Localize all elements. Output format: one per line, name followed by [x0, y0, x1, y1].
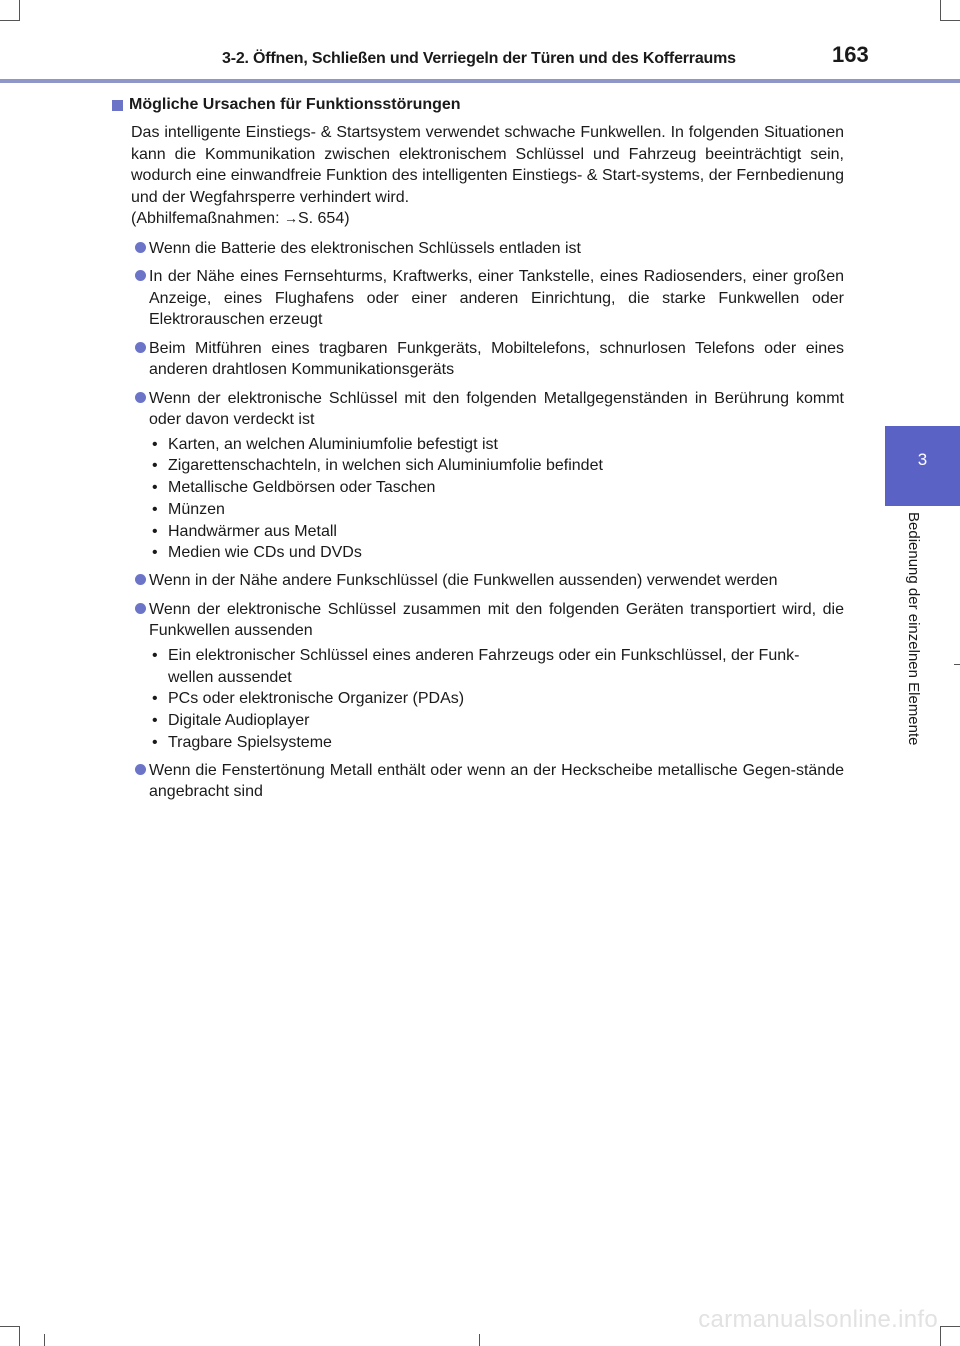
cause-item — [112, 238, 844, 260]
section-heading — [112, 94, 844, 116]
metal-objects-list — [112, 434, 844, 565]
chapter-tab — [885, 426, 960, 506]
cause-item — [112, 266, 844, 331]
crop-mark — [44, 1334, 45, 1346]
dot-bullet-icon: • — [152, 479, 158, 497]
header-rule — [0, 79, 960, 83]
list-item-text: Zigarettenschachteln, in welchen sich Aluminiumfolie befindet — [168, 457, 603, 475]
circle-bullet-icon — [135, 270, 146, 281]
list-item — [112, 732, 844, 754]
dot-bullet-icon: • — [152, 522, 158, 540]
dot-bullet-icon: • — [152, 733, 158, 751]
list-item-text: Handwärmer aus Metall — [168, 522, 337, 540]
list-item-text: Ein elektronischer Schlüssel eines anderen Fahrzeugs oder ein Funkschlüssel, der Funk-wellen aussendet — [168, 646, 800, 686]
circle-bullet-icon — [135, 764, 146, 775]
list-item — [112, 521, 844, 543]
list-item-text: Münzen — [168, 500, 225, 518]
list-item-text: Medien wie CDs und DVDs — [168, 544, 362, 562]
watermark: carmanualsonline.info — [698, 1306, 938, 1333]
cause-item — [112, 599, 844, 642]
remedy-prefix: (Abhilfemaßnahmen: — [131, 210, 284, 227]
list-item-text: Karten, an welchen Aluminiumfolie befestigt ist — [168, 435, 498, 453]
list-item — [112, 477, 844, 499]
list-item — [112, 455, 844, 477]
cause-text: Wenn in der Nähe andere Funkschlüssel (die Funkwellen aussenden) verwendet werden — [149, 572, 778, 590]
crop-mark — [940, 20, 960, 21]
crop-mark — [940, 1326, 941, 1346]
arrow-icon: → — [283, 210, 298, 226]
dot-bullet-icon: • — [152, 435, 158, 453]
chapter-label-area — [885, 506, 925, 796]
main-content — [112, 94, 844, 810]
list-item — [112, 542, 844, 564]
cause-text: Wenn die Batterie des elektronischen Schlüssels entladen ist — [149, 239, 581, 257]
square-bullet-icon — [112, 100, 123, 111]
dot-bullet-icon: • — [152, 646, 158, 664]
list-item — [112, 434, 844, 456]
list-item — [112, 710, 844, 732]
cause-item — [112, 388, 844, 431]
dot-bullet-icon: • — [152, 500, 158, 518]
cause-text: Wenn der elektronische Schlüssel mit den folgenden Metallgegenständen in Berührung kommt oder davon verdeckt ist — [149, 389, 844, 428]
list-item — [112, 645, 844, 689]
chapter-number: 3 — [917, 450, 928, 469]
list-item — [112, 688, 844, 710]
cause-item — [112, 570, 844, 592]
page-number: 163 — [832, 42, 869, 67]
circle-bullet-icon — [135, 603, 146, 614]
crop-mark — [0, 20, 20, 21]
cause-item — [112, 338, 844, 381]
circle-bullet-icon — [135, 392, 146, 403]
dot-bullet-icon: • — [152, 690, 158, 708]
crop-mark — [19, 1326, 20, 1346]
cause-text: Wenn der elektronische Schlüssel zusammen mit den folgenden Geräten transportiert wird, die Funkwellen aussenden — [149, 600, 844, 640]
list-item-text: Tragbare Spielsysteme — [168, 733, 332, 751]
dot-bullet-icon: • — [152, 544, 158, 562]
list-item-text: PCs oder elektronische Organizer (PDAs) — [168, 690, 465, 708]
chapter-label: Bedienung der einzelnen Elemente — [905, 512, 922, 746]
cause-text: Beim Mitführen eines tragbaren Funkgeräts, Mobiltelefons, schnurlosen Telefons oder eines anderen drahtlosen Kommunikationsgeräts — [149, 339, 844, 378]
radio-devices-list — [112, 645, 844, 754]
intro-paragraph: Das intelligente Einstiegs- & Startsystem verwendet schwache Funkwellen. In folgenden Situationen kann die Kommunikation zwischen elektronischem Schlüssel und Fahrzeug beeinträchtigt sein, wodurch eine einwandfreie Funktion des intelligenten Einstiegs- & Start-systems, der Fernbedienung und der Wegfahrsperre verhindert wird. — [131, 124, 844, 206]
remedy-page-link[interactable]: S. 654) — [297, 210, 350, 227]
crop-mark — [940, 1326, 960, 1327]
remedy-reference — [131, 208, 844, 230]
crop-mark — [940, 0, 941, 20]
circle-bullet-icon — [135, 574, 146, 585]
page-header-title: 3-2. Öffnen, Schließen und Verriegeln der Türen und des Kofferraums — [222, 50, 736, 67]
cause-text: Wenn die Fenstertönung Metall enthält oder wenn an der Heckscheibe metallische Gegen-stände angebracht sind — [149, 761, 844, 801]
dot-bullet-icon: • — [152, 712, 158, 730]
crop-mark — [19, 0, 20, 20]
dot-bullet-icon: • — [152, 457, 158, 475]
list-item-text: Digitale Audioplayer — [168, 712, 310, 730]
cause-text: In der Nähe eines Fernsehturms, Kraftwerks, einer Tankstelle, eines Radiosenders, einer großen Anzeige, eines Flughafens oder einer anderen Einrichtung, die starke Funkwellen oder Elektrorauschen erzeugt — [149, 268, 844, 328]
circle-bullet-icon — [135, 242, 146, 253]
cause-item — [112, 760, 844, 803]
circle-bullet-icon — [135, 342, 146, 353]
list-item-text: Metallische Geldbörsen oder Taschen — [168, 479, 436, 497]
list-item — [112, 499, 844, 521]
crop-mark — [954, 664, 960, 665]
crop-mark — [0, 1326, 20, 1327]
section-heading-text: Mögliche Ursachen für Funktionsstörungen — [129, 96, 461, 113]
crop-mark — [479, 1334, 480, 1346]
